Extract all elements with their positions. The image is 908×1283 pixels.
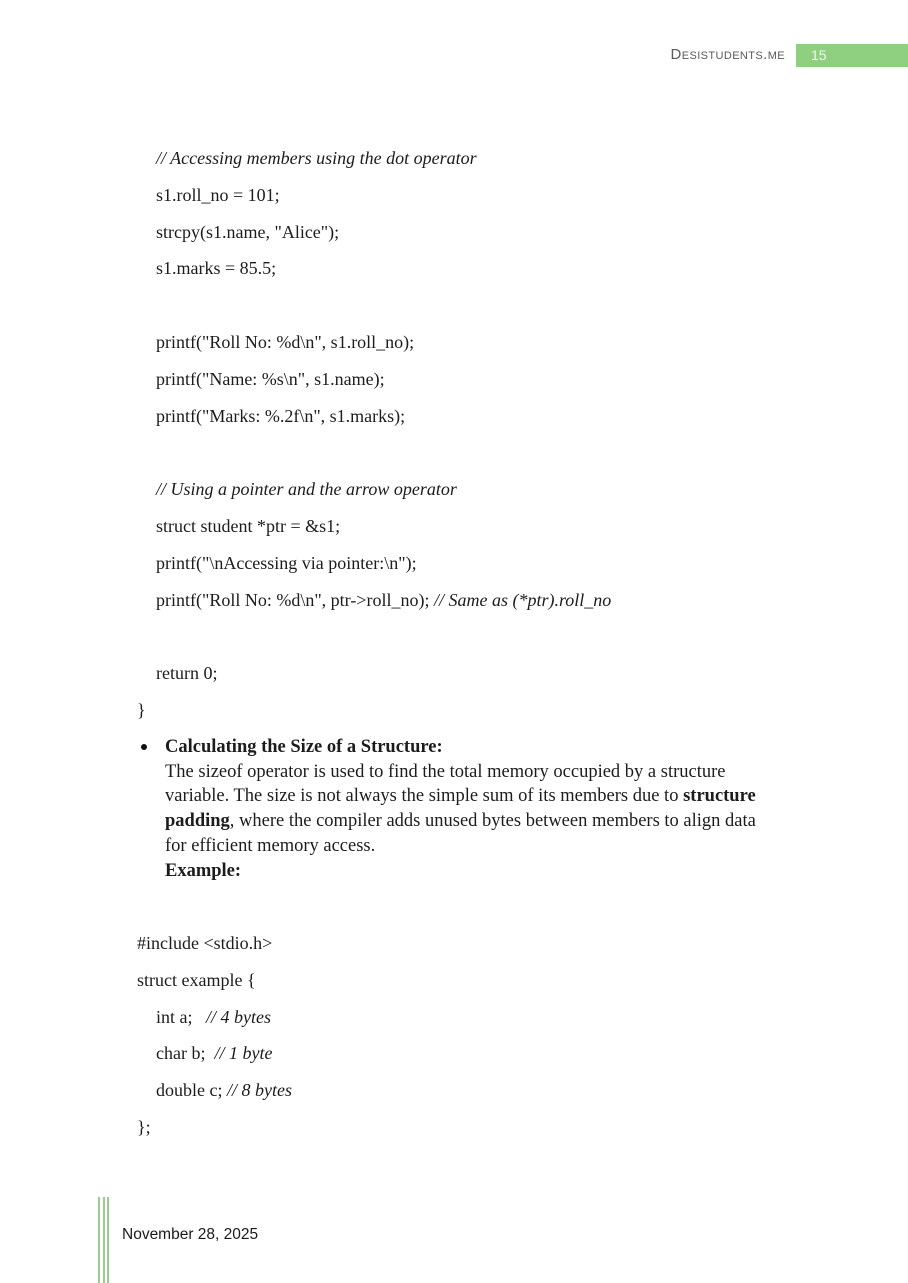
text-line [165,859,837,884]
text-line [137,434,611,471]
bullet-item [137,735,837,883]
footer-accent-line [103,1197,105,1283]
text-line [137,250,611,287]
text-segment-code: double c; [156,1080,227,1101]
text-line [137,1035,292,1072]
text-line [137,582,611,619]
page-number-badge [796,44,908,67]
text-line [165,735,837,760]
text-line [137,999,292,1036]
text-line [137,140,611,177]
text-line [137,398,611,435]
text-segment-code: printf("Marks: %.2f\n", s1.marks); [156,405,406,426]
text-segment-normal: for efficient memory access. [165,835,376,856]
text-line [137,692,611,729]
text-segment-comment: // 1 byte [214,1043,273,1064]
text-line [137,925,292,962]
footer-date: November 28, 2025 [122,1226,259,1243]
footer-accent-line [98,1197,100,1283]
text-segment-code: #include <stdio.h> [137,933,273,953]
text-segment-code: int a; [156,1006,206,1027]
text-line [137,471,611,508]
text-line [165,784,837,809]
text-line [137,177,611,214]
text-segment-code: struct student *ptr = &s1; [156,515,341,536]
text-segment-comment: // Accessing members using the dot operator [156,148,477,168]
bullet-paragraph [165,735,837,883]
text-line [137,214,611,251]
text-line [137,1072,292,1109]
text-segment-code: char b; [156,1043,215,1064]
text-segment-bold: Calculating the Size of a Structure: [165,737,443,757]
text-line [137,324,611,361]
text-segment-bold: padding [165,811,230,832]
text-segment-code: printf("Name: %s\n", s1.name); [156,368,385,389]
text-segment-code: printf("Roll No: %d\n", s1.roll_no); [156,331,415,352]
text-segment-normal: The sizeof operator is used to find the total memory occupied by a structure [165,761,726,782]
text-segment-comment: // Using a pointer and the arrow operator [156,479,457,500]
text-segment-code: s1.marks = 85.5; [156,258,277,279]
text-segment-bold: structure [683,786,756,807]
text-segment-code: printf("\nAccessing via pointer:\n"); [156,552,417,573]
text-segment-comment: // 8 bytes [226,1080,292,1101]
text-line [137,287,611,324]
text-segment-normal: , where the compiler adds unused bytes between members to align data [229,811,756,832]
text-segment-code: strcpy(s1.name, "Alice"); [156,221,340,242]
footer-accent-line [107,1197,109,1283]
text-line [137,1109,292,1146]
text-line [137,655,611,692]
header-site-label: Desistudents.me [670,46,785,63]
text-segment-code: s1.roll_no = 101; [156,184,280,205]
text-line [137,361,611,398]
text-line [165,760,837,785]
text-line [137,962,292,999]
code-block-struct-example [137,925,292,1146]
text-line [137,618,611,655]
text-segment-comment: // 4 bytes [206,1006,271,1027]
text-segment-bold: Example: [165,860,242,881]
text-segment-code: }; [137,1116,151,1137]
text-segment-normal: variable. The size is not always the simple sum of its members due to [165,786,684,807]
code-block-main-function [137,140,611,729]
text-segment-code: struct example { [137,969,256,990]
text-segment-comment: // Same as (*ptr).roll_no [433,589,612,610]
bullet-dot [141,744,147,750]
text-segment-code: } [137,699,146,720]
text-line [137,508,611,545]
text-line [165,809,837,834]
footer-accent-lines [98,1197,112,1283]
text-line [137,545,611,582]
text-segment-code: return 0; [156,663,218,684]
text-segment-code: printf("Roll No: %d\n", ptr->roll_no); [156,589,434,610]
text-line [165,834,837,859]
page-number: 15 [811,47,827,63]
